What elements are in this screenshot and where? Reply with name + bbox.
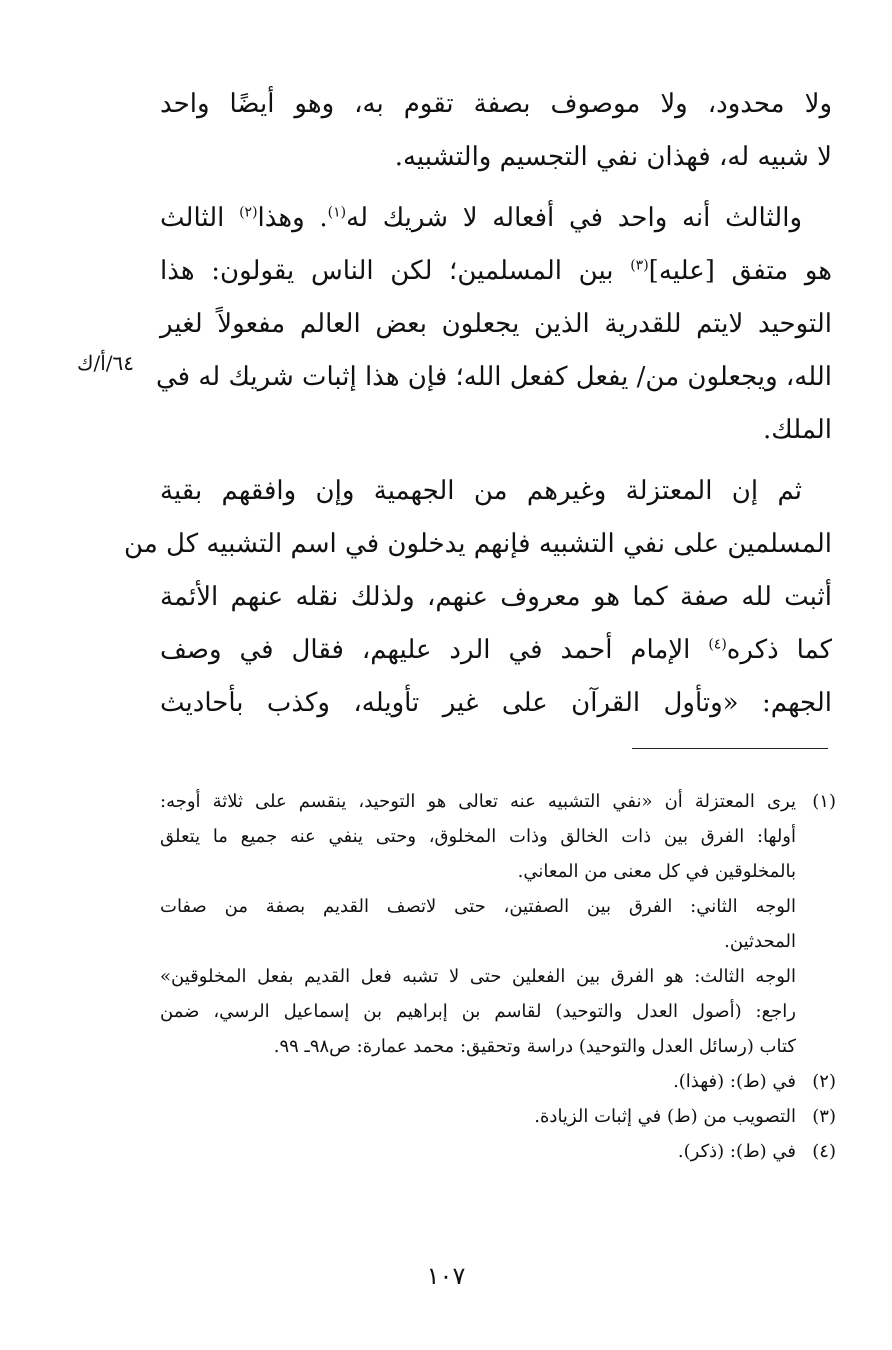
text-line: أثبت لله صفة كما هو معروف عنهم، ولذلك نقله عنهم الأئمة <box>160 582 832 612</box>
footnote-ref-1[interactable]: (١) <box>327 204 347 221</box>
footnotes <box>160 784 836 1169</box>
paragraph-3 <box>124 465 832 730</box>
footnote-ref-3[interactable]: (٣) <box>630 257 649 274</box>
footnote-2 <box>160 1064 836 1099</box>
footnote-1 <box>160 784 836 1064</box>
footnote-line: الوجه الثاني: الفرق بين الصفتين، حتى لاتصف القديم بصفة من صفات <box>160 896 796 917</box>
footnote-line: الوجه الثالث: هو الفرق بين الفعلين حتى لا تشبه فعل القديم بفعل المخلوقين» <box>160 966 796 987</box>
main-text <box>124 78 832 730</box>
footnote-line: المحدثين. <box>724 931 796 952</box>
text-line: كما ذكره$^{(٤)}$ الإمام أحمد في الرد عليهم، فقال في وصف <box>160 635 832 665</box>
footnote-text: التصويب من (ط) في إثبات الزيادة. <box>534 1106 796 1127</box>
text-line: الجهم: «وتأول القرآن على غير تأويله، وكذب بأحاديث <box>160 688 832 718</box>
manuscript-folio-note: ٦٤/أ/ك <box>76 351 134 375</box>
footnote-text <box>160 784 796 1064</box>
footnote-line: بالمخلوقين في كل معنى من المعاني. <box>517 861 796 882</box>
footnote-number: (٤) <box>812 1141 836 1162</box>
paragraph-1 <box>160 78 832 184</box>
footnote-3 <box>160 1099 836 1134</box>
text-line: ثم إن المعتزلة وغيرهم من الجهمية وإن وافقهم بقية <box>160 476 802 506</box>
footnote-separator <box>632 748 828 749</box>
text-line: الله، ويجعلون من/ يفعل كفعل الله؛ فإن هذا إثبات شريك له في <box>155 362 832 392</box>
paragraph-2 <box>155 192 832 457</box>
footnote-line: كتاب (رسائل العدل والتوحيد) دراسة وتحقيق: محمد عمارة: ص٩٨ـ ٩٩. <box>273 1036 796 1057</box>
footnote-number: (١) <box>812 791 836 812</box>
text-line: لا شبيه له، فهذان نفي التجسيم والتشبيه. <box>394 142 832 172</box>
page-number: ١٠٧ <box>426 1262 466 1290</box>
footnote-number: (٣) <box>812 1106 836 1127</box>
footnote-text: في (ط): (ذكر). <box>677 1141 796 1162</box>
footnote-text: في (ط): (فهذا). <box>673 1071 796 1092</box>
text-line: ولا محدود، ولا موصوف بصفة تقوم به، وهو أيضًا واحد <box>160 89 832 119</box>
footnote-line: أولها: الفرق بين ذات الخالق وذات المخلوق، وحتى ينفي عنه جميع ما يتعلق <box>160 826 796 847</box>
text-line: التوحيد لايتم للقدرية الذين يجعلون بعض العالم مفعولاً لغير <box>160 309 832 339</box>
footnote-number: (٢) <box>812 1071 836 1092</box>
text-line: هو متفق [عليه]$^{(٣)}$ بين المسلمين؛ لكن الناس يقولون: هذا <box>160 256 832 286</box>
footnote-line: راجع: (أصول العدل والتوحيد) لقاسم بن إبراهيم بن إسماعيل الرسي، ضمن <box>160 1001 796 1022</box>
footnote-ref-2[interactable]: (٢) <box>239 204 258 221</box>
footnote-line: يرى المعتزلة أن «نفي التشبيه عنه تعالى هو التوحيد، ينقسم على ثلاثة أوجه: <box>160 791 796 812</box>
text-line: الملك. <box>763 415 832 445</box>
footnote-4 <box>160 1134 836 1169</box>
text-line: والثالث أنه واحد في أفعاله لا شريك له$^{(١)}$. وهذا$^{(٢)}$ الثالث <box>160 203 802 233</box>
text-line: المسلمين على نفي التشبيه فإنهم يدخلون في اسم التشبيه كل من <box>124 529 832 559</box>
footnote-ref-4[interactable]: (٤) <box>708 636 727 653</box>
